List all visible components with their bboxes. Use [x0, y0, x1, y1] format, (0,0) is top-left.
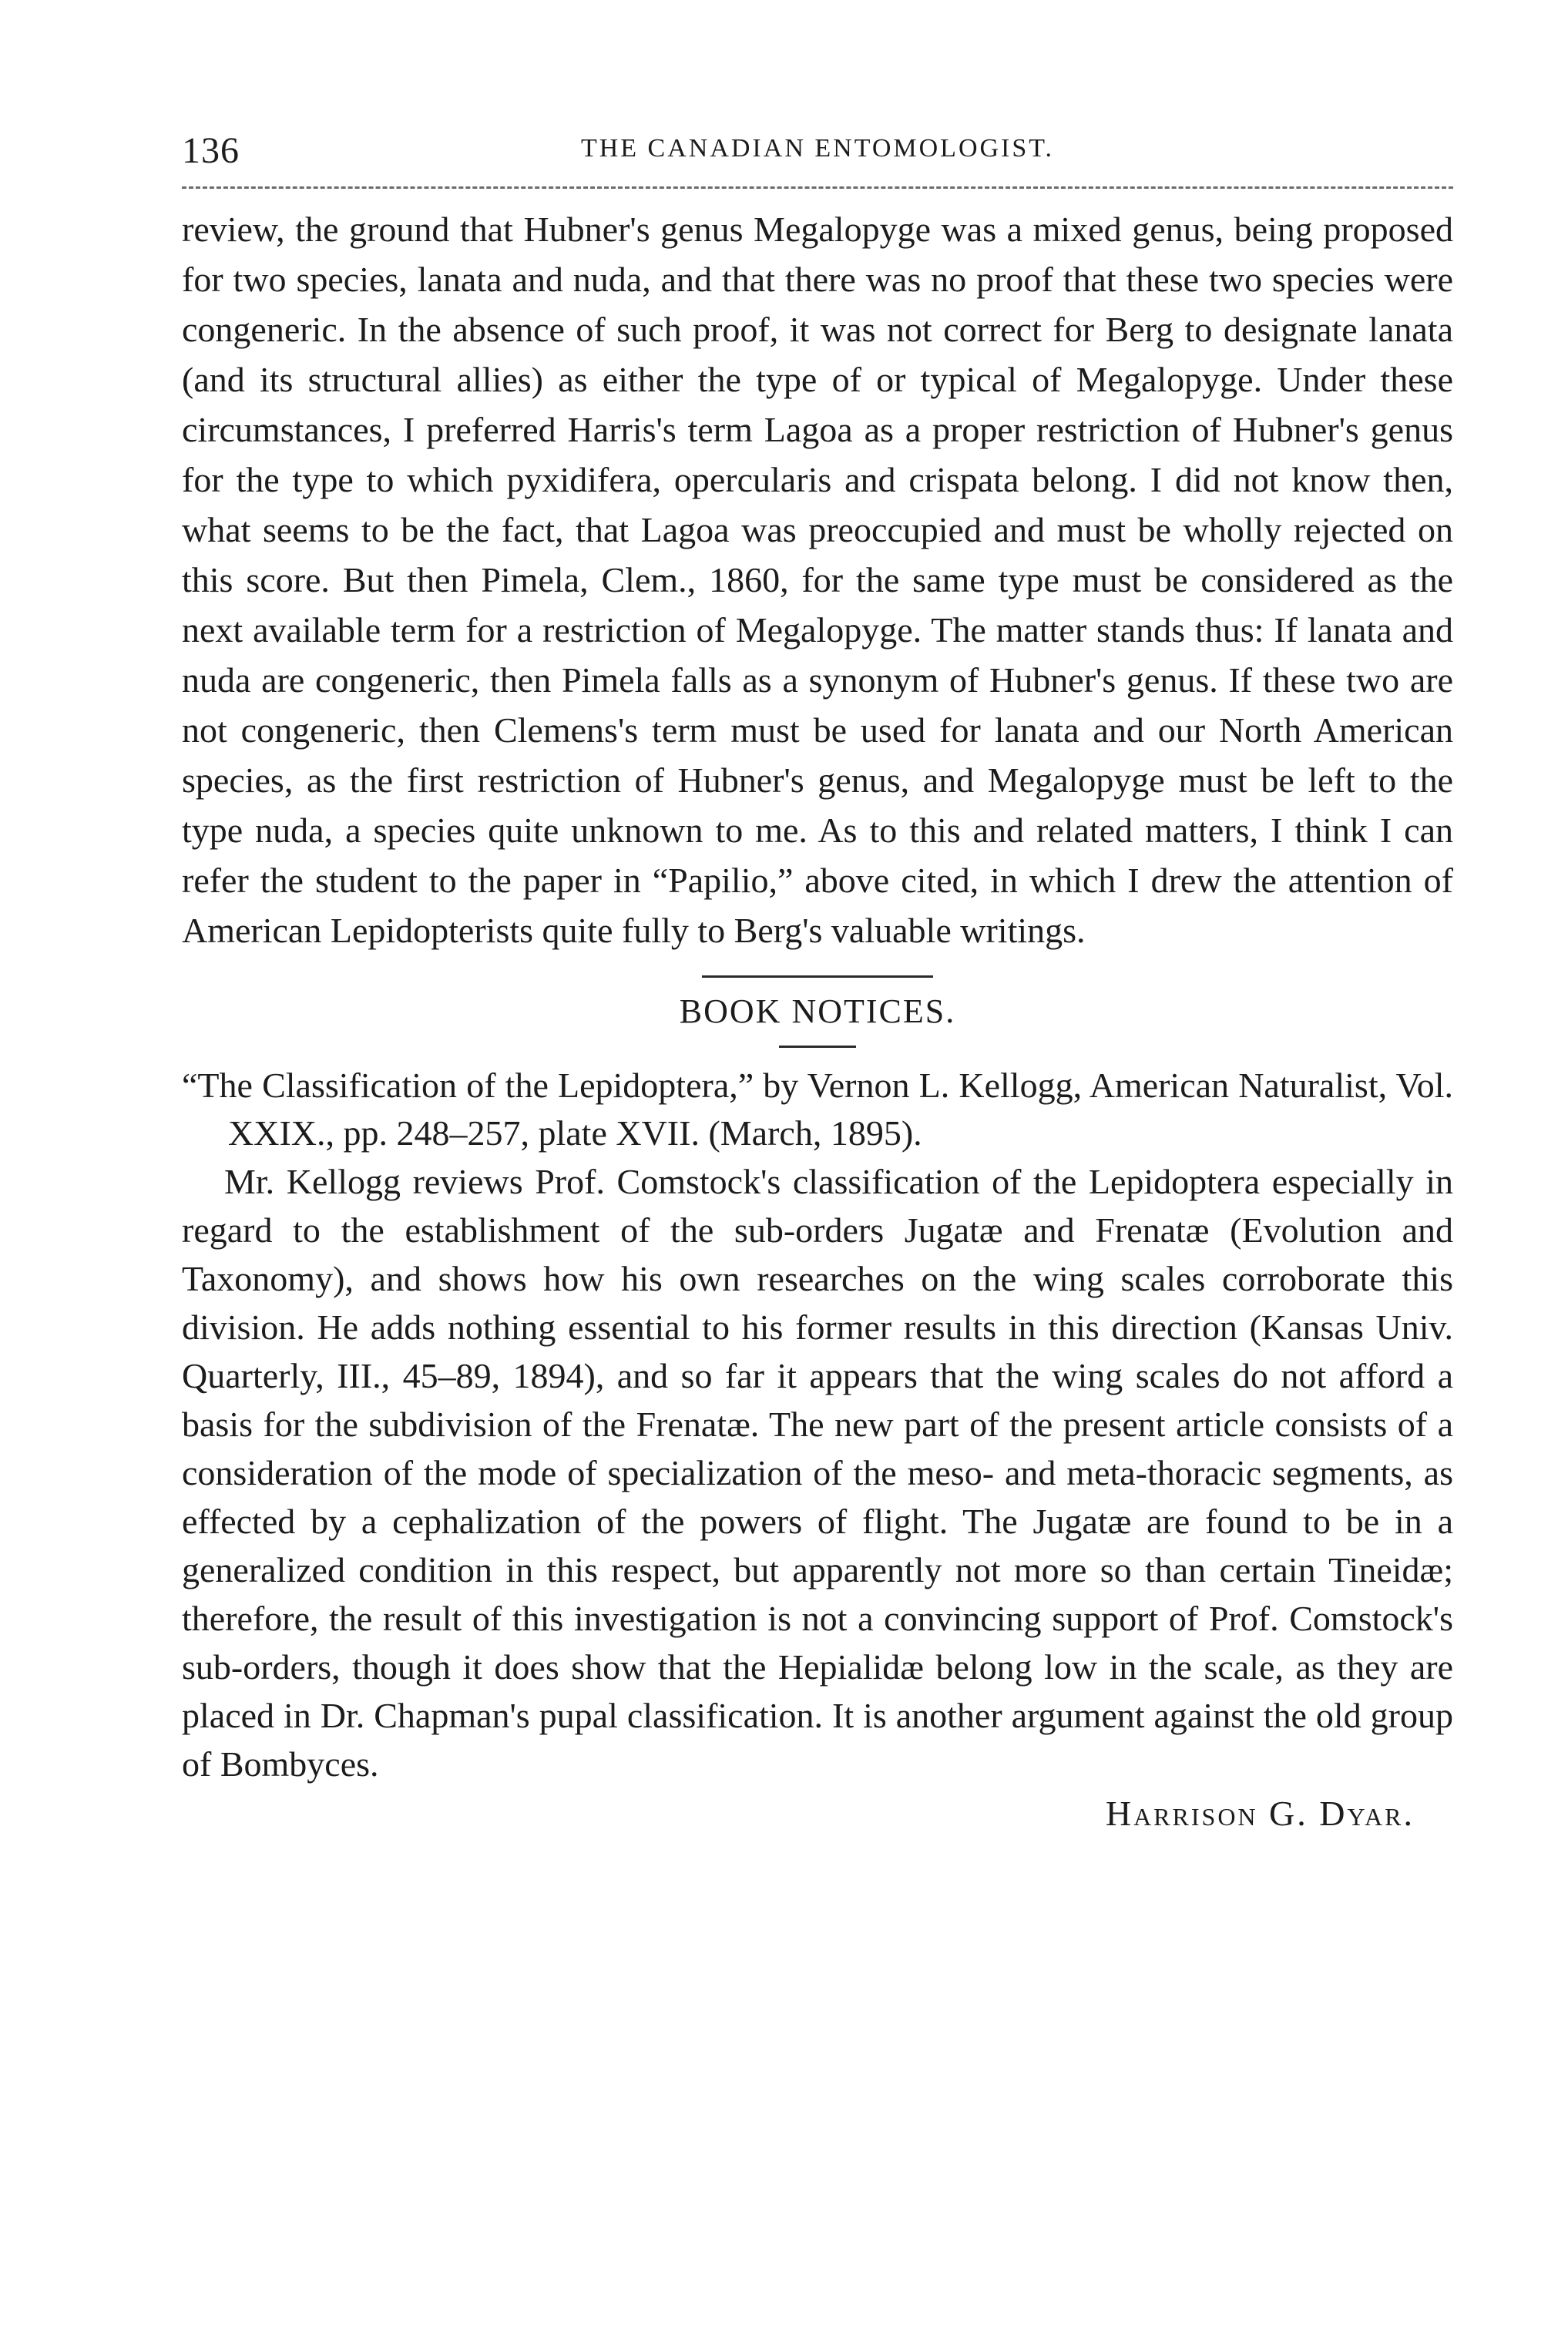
- body-paragraph: review, the ground that Hubner's genus Megalopyge was a mixed genus, being proposed for two species, lanata and nuda, and that there was no proof that these two species were congeneric. In the absence of such proof, it was not correct for Berg to designate lanata (and its structural allies) as either the type of or typical of Megalopyge. Under these circumstances, I preferred Harris's term Lagoa as a proper restriction of Hubner's genus for the type to which pyxidifera, opercularis and crispata belong. I did not know then, what seems to be the fact, that Lagoa was preoccupied and must be wholly rejected on this score. But then Pimela, Clem., 1860, for the same type must be considered as the next available term for a restriction of Megalopyge. The matter stands thus: If lanata and nuda are congeneric, then Pimela falls as a synonym of Hubner's genus. If these two are not congeneric, then Clemens's term must be used for lanata and our North American species, as the first restriction of Hubner's genus, and Megalopyge must be left to the type nuda, a species quite unknown to me. As to this and related matters, I think I can refer the student to the paper in “Papilio,” above cited, in which I drew the attention of American Lepidopterists quite fully to Berg's valuable writings.: [182, 210, 1453, 950]
- section-heading: BOOK NOTICES.: [679, 992, 956, 1030]
- review-paragraph: Mr. Kellogg reviews Prof. Comstock's classification of the Lepidoptera especially in regard to the establishment of the sub-orders Jugatæ and Frenatæ (Evolution and Taxonomy), and shows how his own researches on the wing scales corroborate this division. He adds nothing essential to his former results in this direction (Kansas Univ. Quarterly, III., 45–89, 1894), and so far it appears that the wing scales do not afford a basis for the subdivision of the Frenatæ. The new part of the present article consists of a consideration of the mode of specialization of the meso- and meta-thoracic segments, as effected by a cephalization of the powers of flight. The Jugatæ are found to be in a generalized condition in this respect, but apparently not more so than certain Tineidæ; therefore, the result of this investigation is not a convincing support of Prof. Comstock's sub-orders, though it does show that the Hepialidæ belong low in the scale, as they are placed in Dr. Chapman's pupal classification. It is another argument against the old group of Bombyces.: [182, 1162, 1453, 1784]
- running-head: [182, 116, 1453, 177]
- running-title: THE CANADIAN ENTOMOLOGIST.: [580, 134, 1055, 163]
- section-divider: [702, 975, 933, 978]
- book-review: [182, 1157, 1453, 1788]
- header-rule: [182, 186, 1453, 189]
- heading-rule: [779, 1046, 856, 1048]
- book-citation: “The Classification of the Lepidoptera,” by Vernon L. Kellogg, American Naturalist, Vol. XXIX., pp. 248–257, plate XVII. (March, 1895).: [182, 1066, 1453, 1153]
- page-number: 136: [182, 130, 240, 171]
- page-content: [182, 116, 1453, 1834]
- article-body: [182, 204, 1453, 955]
- author-signature: Harrison G. Dyar.: [1105, 1794, 1415, 1833]
